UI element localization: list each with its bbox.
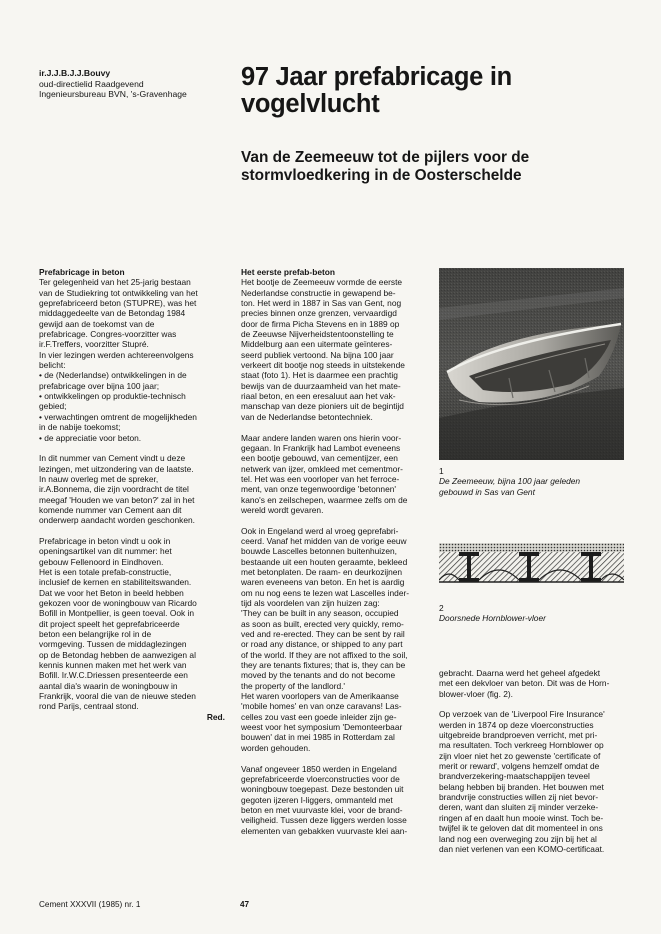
text-line: Nederlandse constructie in gewapend be- [241, 287, 396, 298]
text-line: zijn vloer niet het zo gewenste 'certificate of [439, 750, 601, 761]
article-title: 97 Jaar prefabricage in vogelvlucht [241, 63, 512, 118]
text-line: om nu nog eens te lezen wat Lascelles inder- [241, 587, 410, 598]
text-line: ment, van onze tegenwoordige 'betonnen' [241, 484, 396, 495]
article-subtitle: Van de Zeemeeuw tot de pijlers voor de stormvloedkering in de Oosterschelde [241, 149, 530, 184]
text-line: ved and re-erected. They can be sent by rail [241, 629, 405, 640]
text-line: ringen af en daalt hun mooie winst. Toch be- [439, 812, 604, 823]
text-line: staat (foto 1). Het is daarmee een prachtig [241, 370, 398, 381]
text-line: tijd als voordelen van zijn huizen zag: [241, 598, 380, 608]
text-line: bouwde Lascelles betonnen buitenhuizen, [241, 546, 397, 557]
article-para-2 [241, 433, 426, 516]
text-line: beton een belangrijke rol in de [39, 629, 152, 640]
text-line: 'mobile homes' en van onze caravans! Las- [241, 701, 402, 712]
text-line: Bofill. Ir.W.C.Driessen presenteerde een [39, 670, 188, 681]
text-line: twijfel ik te geloven dat dit momenteel in ons [439, 823, 603, 834]
text-line: brandvrije constructies willen zij niet bevor- [439, 792, 599, 803]
text-line: moved by the tenants and do not become [241, 670, 396, 681]
text-line: as soon as built, erected very quickly, remo- [241, 618, 404, 629]
text-line: middaggedeelte van de Betondag 1984 [39, 308, 186, 319]
figure-1-number: 1 [439, 466, 444, 476]
text-line: met een dekvloer van beton. Dit was de Horn- [439, 678, 610, 689]
text-line: Het waren voorlopers van de Amerikaanse [241, 691, 399, 702]
article-heading: Het eerste prefab-beton [241, 267, 336, 277]
figure-2-number: 2 [439, 603, 444, 613]
text-line: In vier lezingen werden achtereenvolgens [39, 349, 194, 360]
boat-photo [439, 268, 624, 460]
text-line: blower-vloer (fig. 2). [439, 688, 514, 699]
text-line: merit or reward', volgens hemzelf omdat de [439, 761, 600, 772]
text-line: wereld wordt gevaren. [241, 504, 324, 515]
text-line: veiligheid. Tussen deze liggers werden losse [241, 815, 407, 826]
text-line: vormgeving. Tussen de middaglezingen [39, 639, 187, 650]
intro-heading: Prefabricage in beton [39, 267, 125, 277]
text-line: belicht: [39, 360, 66, 371]
text-line: worden gehouden. [241, 742, 311, 753]
author-affiliation-1: oud-directielid Raadgevend [39, 78, 144, 89]
text-line: gebied; [39, 401, 67, 412]
text-line: werden in 1874 op deze vloerconstructies [439, 719, 594, 730]
text-line: In nauw overleg met de spreker, [39, 473, 159, 484]
text-line: door de firma Picha Stevens en in 1889 op [241, 318, 400, 329]
text-line: netwerk van ijzer, omkleed met cementmor- [241, 463, 403, 474]
text-line: bewijs van de duurzaamheid van het mate- [241, 380, 401, 391]
text-line: ma resultaten. Toch verkreeg Hornblower op [439, 740, 604, 751]
text-line: bouwen' dat in mei 1985 in Rotterdam zal [241, 732, 395, 743]
text-line: verkeert dit bootje nog steeds in uitstekende [241, 360, 405, 371]
text-line: the property of the landlord.' [241, 680, 346, 691]
text-line: gebouw Fellenoord in Eindhoven. [39, 556, 164, 567]
text-line: de Zeeuwse Nijverheidstentoonstelling te [241, 329, 394, 340]
text-line: lezingen, met uitzondering van de laatste. [39, 463, 194, 474]
intro-block-2 [39, 453, 225, 525]
article-column-2 [241, 267, 426, 836]
text-line: • verwachtingen omtrent de mogelijkheden [39, 411, 197, 422]
figure-2-caption: 2 Doorsnede Hornblower-vloer [439, 603, 629, 624]
text-line: they are tenants fixtures; that is, they can be [241, 660, 406, 671]
text-line: ton. Het werd in 1887 in Sas van Gent, nog [241, 298, 402, 309]
text-line: manschap van deze pioniers uit de begintijd [241, 401, 404, 412]
text-line: van de Studiekring tot ontwikkeling van het [39, 287, 198, 298]
text-line: van de Nederlandse betontechniek. [241, 411, 373, 422]
text-line: woningbouw toegepast. Deze bestonden uit [241, 784, 404, 795]
text-line: ceerd. Vanaf het midden van de vorige eeuw [241, 535, 407, 546]
text-line: rond Parijs, centraal stond. [39, 701, 139, 712]
text-line: dan niet verlenen van een KOMO-certificaat. [439, 843, 605, 854]
text-line: tel. Het was een voorloper van het ferroce- [241, 473, 400, 484]
text-line: prefabricage over bijna 100 jaar; [39, 380, 160, 391]
text-line: In dit nummer van Cement vindt u deze [39, 453, 186, 464]
text-line: op de Betondag hebben de aanwezigen al [39, 649, 196, 660]
text-line: land nog een overweging zou zijn bij het al [439, 833, 597, 844]
text-line: geprefabriceerd beton (STUPRE), was het [39, 298, 197, 309]
text-line: beton en met vuurvaste klei, voor de brand- [241, 804, 403, 815]
text-line: geprefabriceerde vloerconstructies voor de [241, 773, 400, 784]
text-line: celles zou vast een goede inleider zijn ge- [241, 711, 397, 722]
text-line: uitgebreide brandproeven verricht, met pri- [439, 730, 598, 741]
text-line: • ontwikkelingen op produktie-technisch [39, 391, 186, 402]
article-para-6 [439, 709, 625, 854]
text-line: onderwerp aandacht worden geschonken. [39, 515, 195, 526]
intro-block-1 [39, 277, 225, 443]
text-line: weest voor het symposium 'Demonteerbaar [241, 722, 403, 733]
text-line: riaal beton, en een eresaluut aan het vak- [241, 391, 396, 402]
text-line: belang hebben bij branden. Het bouwen met [439, 781, 604, 792]
text-line: gebracht. Daarna werd het geheel afgedekt [439, 668, 601, 678]
text-line: Ook in Engeland werd al vroeg geprefabri- [241, 525, 399, 536]
text-line: precies binnen onze grenzen, vervaardigd [241, 308, 397, 319]
intro-column [39, 267, 225, 722]
text-line: Maar andere landen waren ons hierin voor- [241, 432, 402, 443]
text-line: gegaan. In Frankrijk had Lambot eveneens [241, 442, 401, 453]
text-line: of the world. If they are not affixed to the soil, [241, 649, 408, 660]
page-number: 47 [240, 900, 250, 909]
hornblower-floor-drawing [439, 540, 624, 587]
text-line: komende nummer van Cement aan dit [39, 504, 182, 515]
text-line: 'They can be built in any season, occupied [241, 608, 399, 619]
journal-footer: Cement XXXVII (1985) nr. 1 [39, 900, 141, 909]
author-block [39, 68, 239, 100]
article-column-3 [439, 668, 625, 854]
text-line: Frankrijk, vooral die van de nieuwe steden [39, 691, 196, 702]
text-line: gewijd aan de toekomst van de [39, 318, 155, 329]
article-para-3 [241, 526, 426, 754]
text-line: Het bootje de Zeemeeuw vormde de eerste [241, 277, 403, 288]
text-line: gegoten ijzeren I-liggers, ommanteld met [241, 794, 393, 805]
figure-1-caption: 1 De Zeemeeuw, bijna 100 jaar geleden gebouwd in Sas van Gent [439, 466, 629, 497]
intro-block-3 [39, 536, 225, 712]
text-line: openingsartikel van dit nummer: het [39, 546, 172, 557]
text-line: kennis kunnen maken met het werk van [39, 660, 187, 671]
author-name: ir.J.J.B.J.J.Bouvy [39, 68, 111, 78]
text-line: brandverzekering-maatschappijen teveel [439, 771, 590, 782]
text-line: Het is een totale prefab-constructie, [39, 566, 172, 577]
text-line: Ter gelegenheid van het 25-jarig bestaan [39, 277, 191, 288]
text-line: gekozen voor de woningbouw van Ricardo [39, 598, 197, 608]
text-line: Vanaf ongeveer 1850 werden in Engeland [241, 763, 397, 774]
text-line: Middelburg aan een uitermate geïnteres- [241, 339, 393, 350]
text-line: bestaande uit een houten geraamte, bekleed [241, 556, 408, 567]
text-line: in de nabije toekomst; [39, 422, 121, 433]
text-line: ir.F.Treffers, voorzitter Stupré. [39, 339, 149, 350]
text-line: elementen van gebakken vuurvaste klei aan- [241, 825, 408, 836]
text-line: dit project speelt het geprefabriceerde [39, 618, 180, 629]
text-line: waren eveneens van beton. En het is aardig [241, 577, 405, 588]
article-para-1 [241, 277, 426, 422]
text-line: deren, want dan sluiten zij minder verzeke- [439, 802, 599, 813]
author-affiliation-2: Ingenieursbureau BVN, 's-Gravenhage [39, 89, 187, 100]
text-line: aantal dia's waarin de woningbouw in [39, 680, 178, 691]
text-line: or road any distance, or shipped to any part [241, 639, 403, 650]
text-line: Bofill in Montpellier, is geen toeval. Ook in [39, 608, 195, 619]
text-line: • de appreciatie voor beton. [39, 432, 142, 443]
article-para-4 [241, 764, 426, 836]
text-line: Dat we voor het Beton in beeld hebben [39, 587, 184, 598]
text-line: kano's en zeilschepen, waarmee zelfs om de [241, 494, 408, 505]
editor-signature: Red. [206, 711, 225, 722]
text-line: • de (Nederlandse) ontwikkelingen in de [39, 370, 187, 381]
text-line: Op verzoek van de 'Liverpool Fire Insurance' [439, 709, 605, 720]
text-line: Prefabricage in beton vindt u ook in [39, 535, 171, 546]
text-line: inclusief de kernen en stabiliteitswanden. [39, 577, 192, 588]
text-line: prefabricage. Congres-voorzitter was [39, 329, 177, 340]
text-line: een bootje gebouwd, van cementijzer, een [241, 453, 398, 464]
article-para-5 [439, 668, 625, 699]
text-line: met betonplaten. De raam- en deurkozijnen [241, 566, 403, 577]
text-line: seerd publiek vertoond. Na bijna 100 jaar [241, 349, 394, 360]
text-line: ir.A.Bonnema, die zijn voordracht de titel [39, 484, 189, 495]
text-line: meegaf 'Houden we van beton?' zal in het [39, 494, 195, 505]
